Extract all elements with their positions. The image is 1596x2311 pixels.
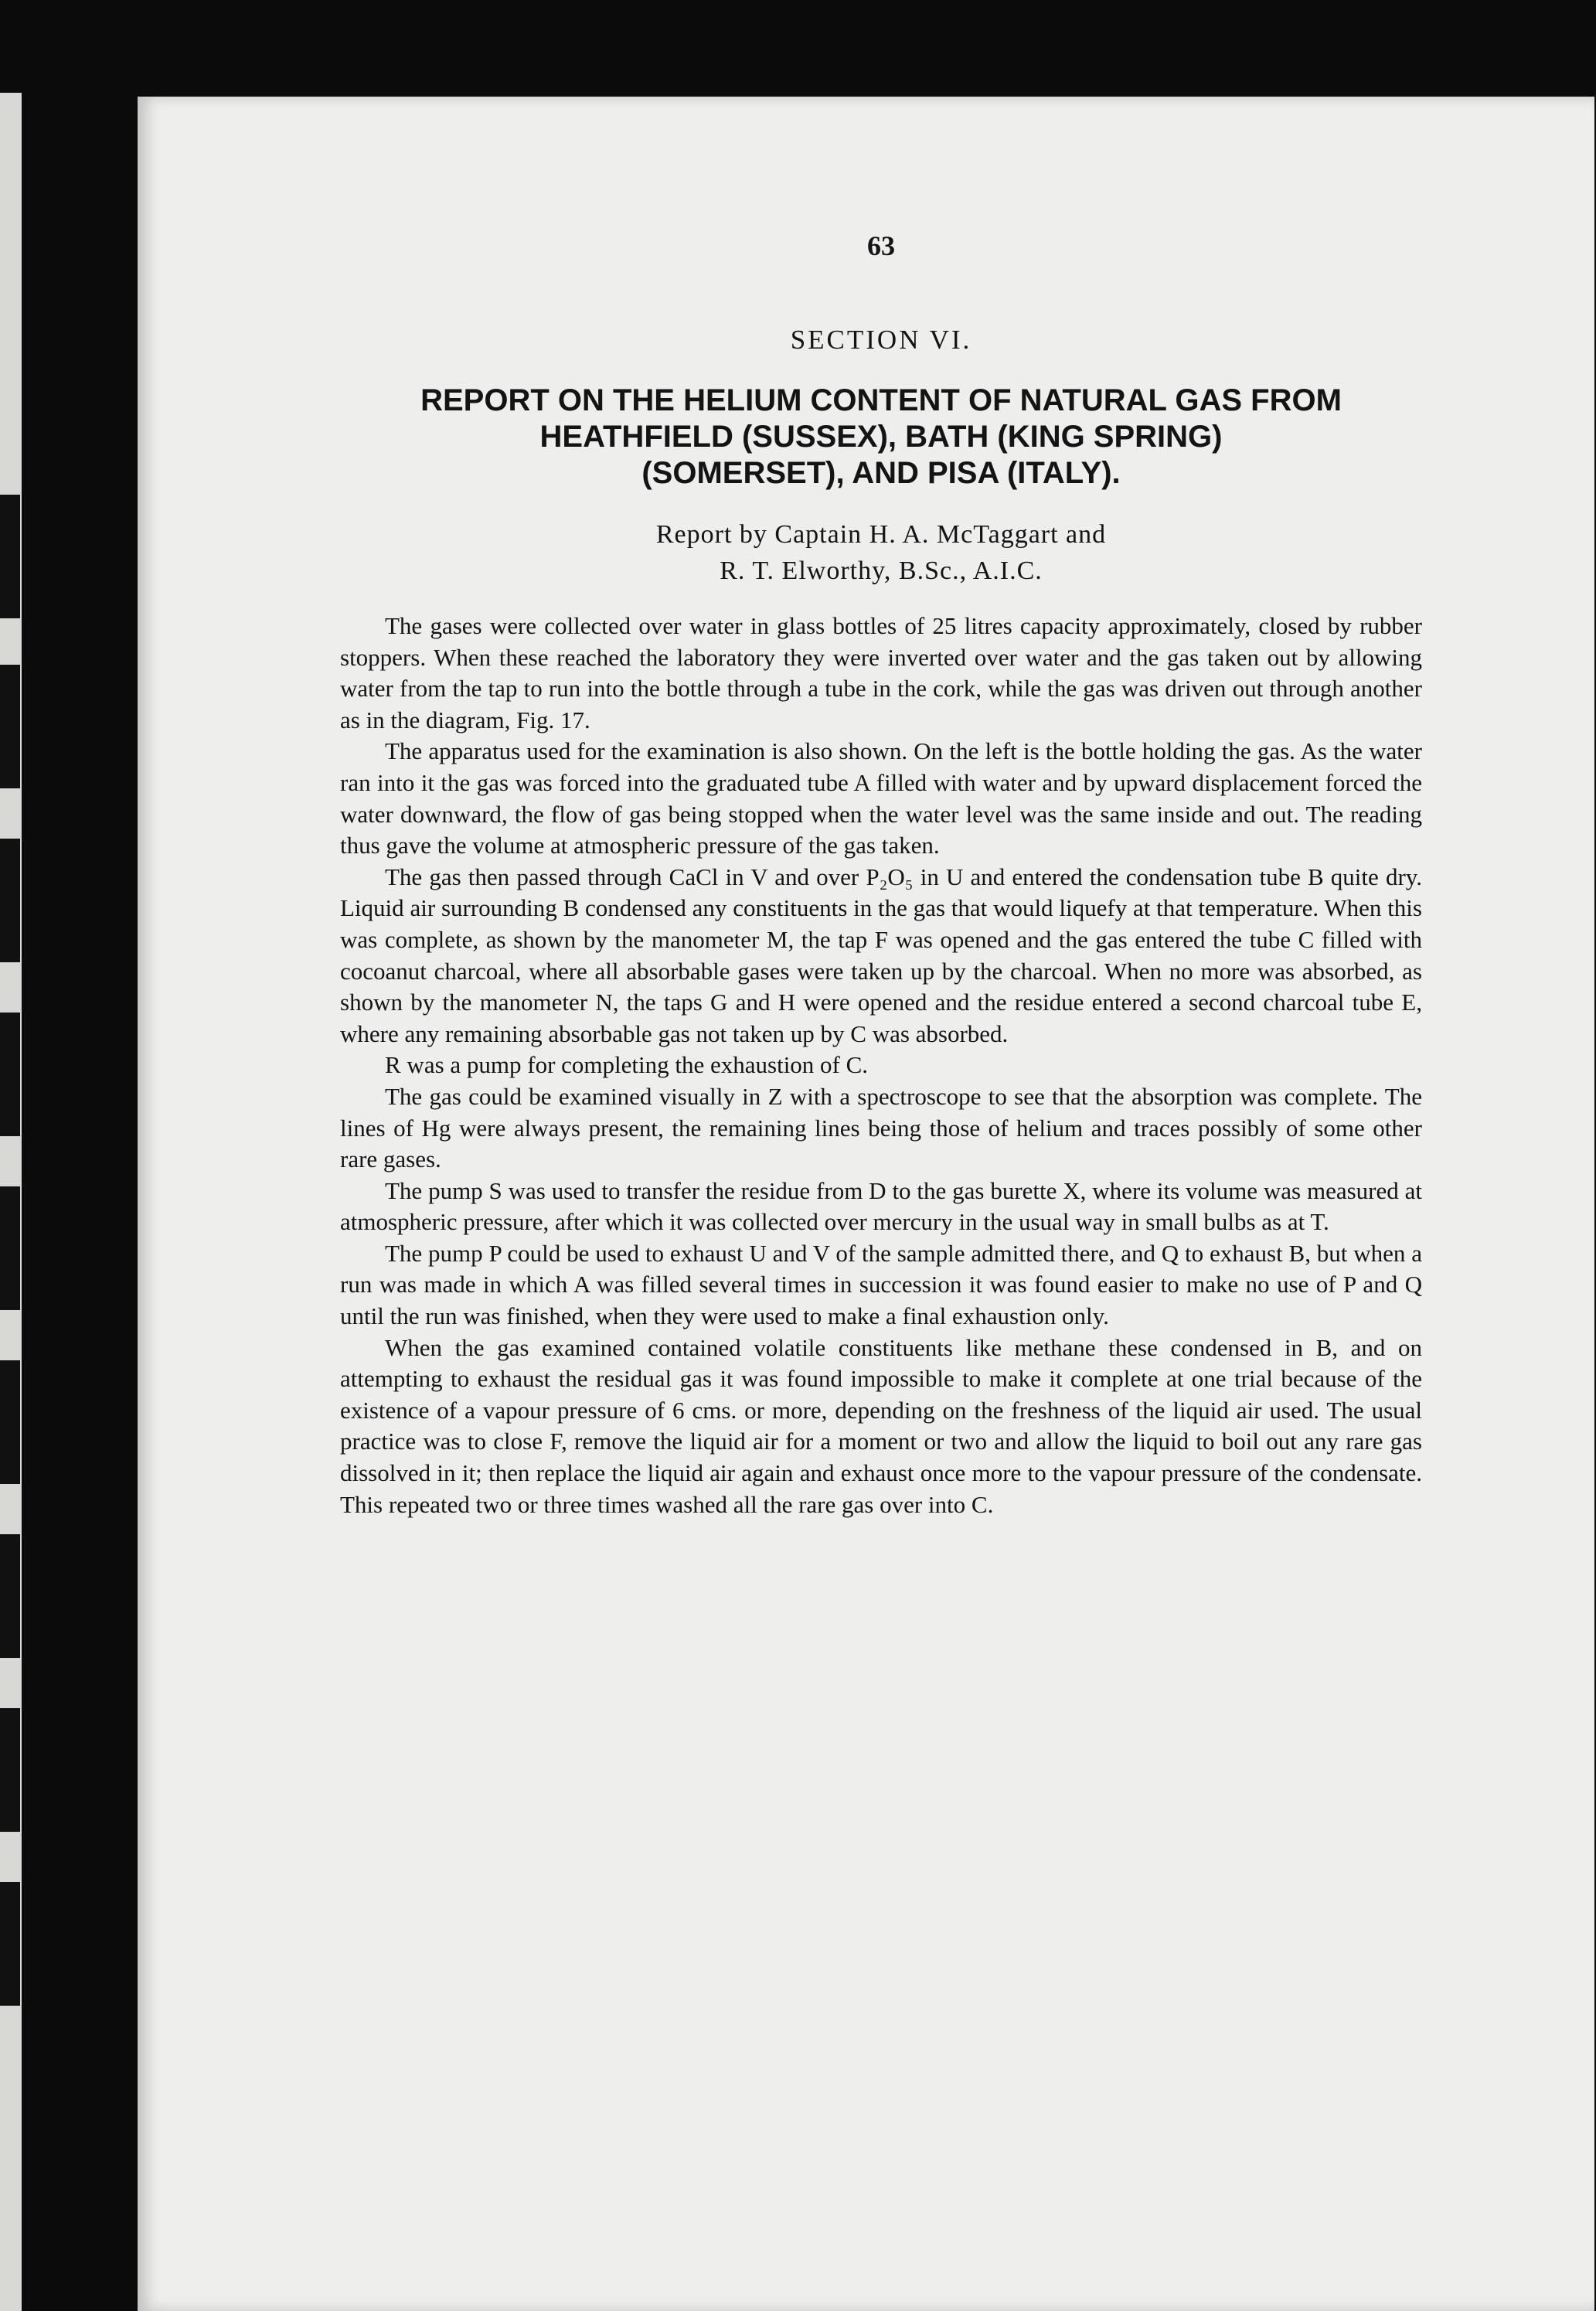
scan-left-margin: [0, 93, 22, 2311]
paragraph: The gases were collected over water in glass bottles of 25 litres capacity approximately, closed by rubber stoppers. When these reached the laboratory they were inverted over water and the gas taken out by allowing water from the tap to run into the bottle through a tube in the cork, while the gas was driven out through another as in the diagram, Fig. 17.: [340, 612, 1422, 733]
section-heading: SECTION VI.: [790, 325, 972, 355]
microfilm-edge-mark: [0, 839, 20, 962]
byline-line: Report by Captain H. A. McTaggart and: [655, 520, 1107, 549]
paragraph: When the gas examined contained volatile constituents like methane these condensed in B, and on attempting to exhaust the residual gas it was found impossible to make it complete at one trial because of the existence of a vapour pressure of 6 cms. or more, depending on the freshness of the liquid air used. The usual practice was to close F, remove the liquid air for a moment or two and allow the liquid to boil out any rare gas dissolved in it; then replace the liquid air again and exhaust once more to the vapour pressure of the condensate. This repeated two or three times washed all the rare gas over into C.: [340, 1333, 1422, 1518]
paragraph: The gas could be examined visually in Z with a spectroscope to see that the absorption was complete. The lines of Hg were always present, the remaining lines being those of helium and traces possibly of some other rare gases.: [340, 1082, 1422, 1173]
microfilm-edge-mark: [0, 1708, 20, 1832]
page-number: 63: [867, 230, 895, 261]
paragraph: The gas then passed through CaCl in V and over P₂O₅ in U and entered the condensation tube B quite dry. Liquid air surrounding B condensed any constituents in the gas that would liquefy at that temperature. When this was complete, as shown by the manometer M, the tap F was opened and the gas entered the tube C filled with cocoanut charcoal, where all absorbable gases were taken up by the charcoal. When no more was absorbed, as shown by the manometer N, the taps G and H were opened and the residue entered a second charcoal tube E, where any remaining absorbable gas not taken up by C was absorbed.: [340, 863, 1422, 1047]
microfilm-edge-mark: [0, 1186, 20, 1310]
title-line: REPORT ON THE HELIUM CONTENT OF NATURAL GAS FROM: [420, 383, 1342, 417]
microfilm-edge-mark: [0, 665, 20, 788]
microfilm-edge-mark: [0, 1882, 20, 2006]
paragraph: R was a pump for completing the exhaustion of C.: [385, 1051, 869, 1079]
paragraph: The pump P could be used to exhaust U and V of the sample admitted there, and Q to exhaust B, but when a run was made in which A was filled several times in succession it was found easier to make no use of P and Q until the run was finished, when they were used to make a final exhaustion only.: [340, 1239, 1422, 1330]
body-text: [340, 611, 1422, 1520]
document-page: [138, 97, 1594, 2311]
microfilm-edge-mark: [0, 1360, 20, 1484]
byline-line: R. T. Elworthy, B.Sc., A.I.C.: [720, 556, 1043, 585]
title-line: (SOMERSET), AND PISA (ITALY).: [641, 456, 1121, 490]
microfilm-edge-mark: [0, 1534, 20, 1658]
report-title: [340, 383, 1422, 492]
paragraph: The apparatus used for the examination is also shown. On the left is the bottle holding the gas. As the water ran into it the gas was forced into the graduated tube A filled with water and by upward displacement forced the water downward, the flow of gas being stopped when the water level was the same inside and out. The reading thus gave the volume at atmospheric pressure of the gas taken.: [340, 737, 1422, 859]
microfilm-edge-mark: [0, 495, 20, 618]
paragraph: The pump S was used to transfer the residue from D to the gas burette X, where its volume was measured at atmospheric pressure, after which it was collected over mercury in the usual way in small bulbs as at T.: [340, 1176, 1422, 1236]
author-byline: [340, 516, 1422, 589]
title-line: HEATHFIELD (SUSSEX), BATH (KING SPRING): [539, 420, 1223, 454]
microfilm-edge-mark: [0, 1013, 20, 1136]
